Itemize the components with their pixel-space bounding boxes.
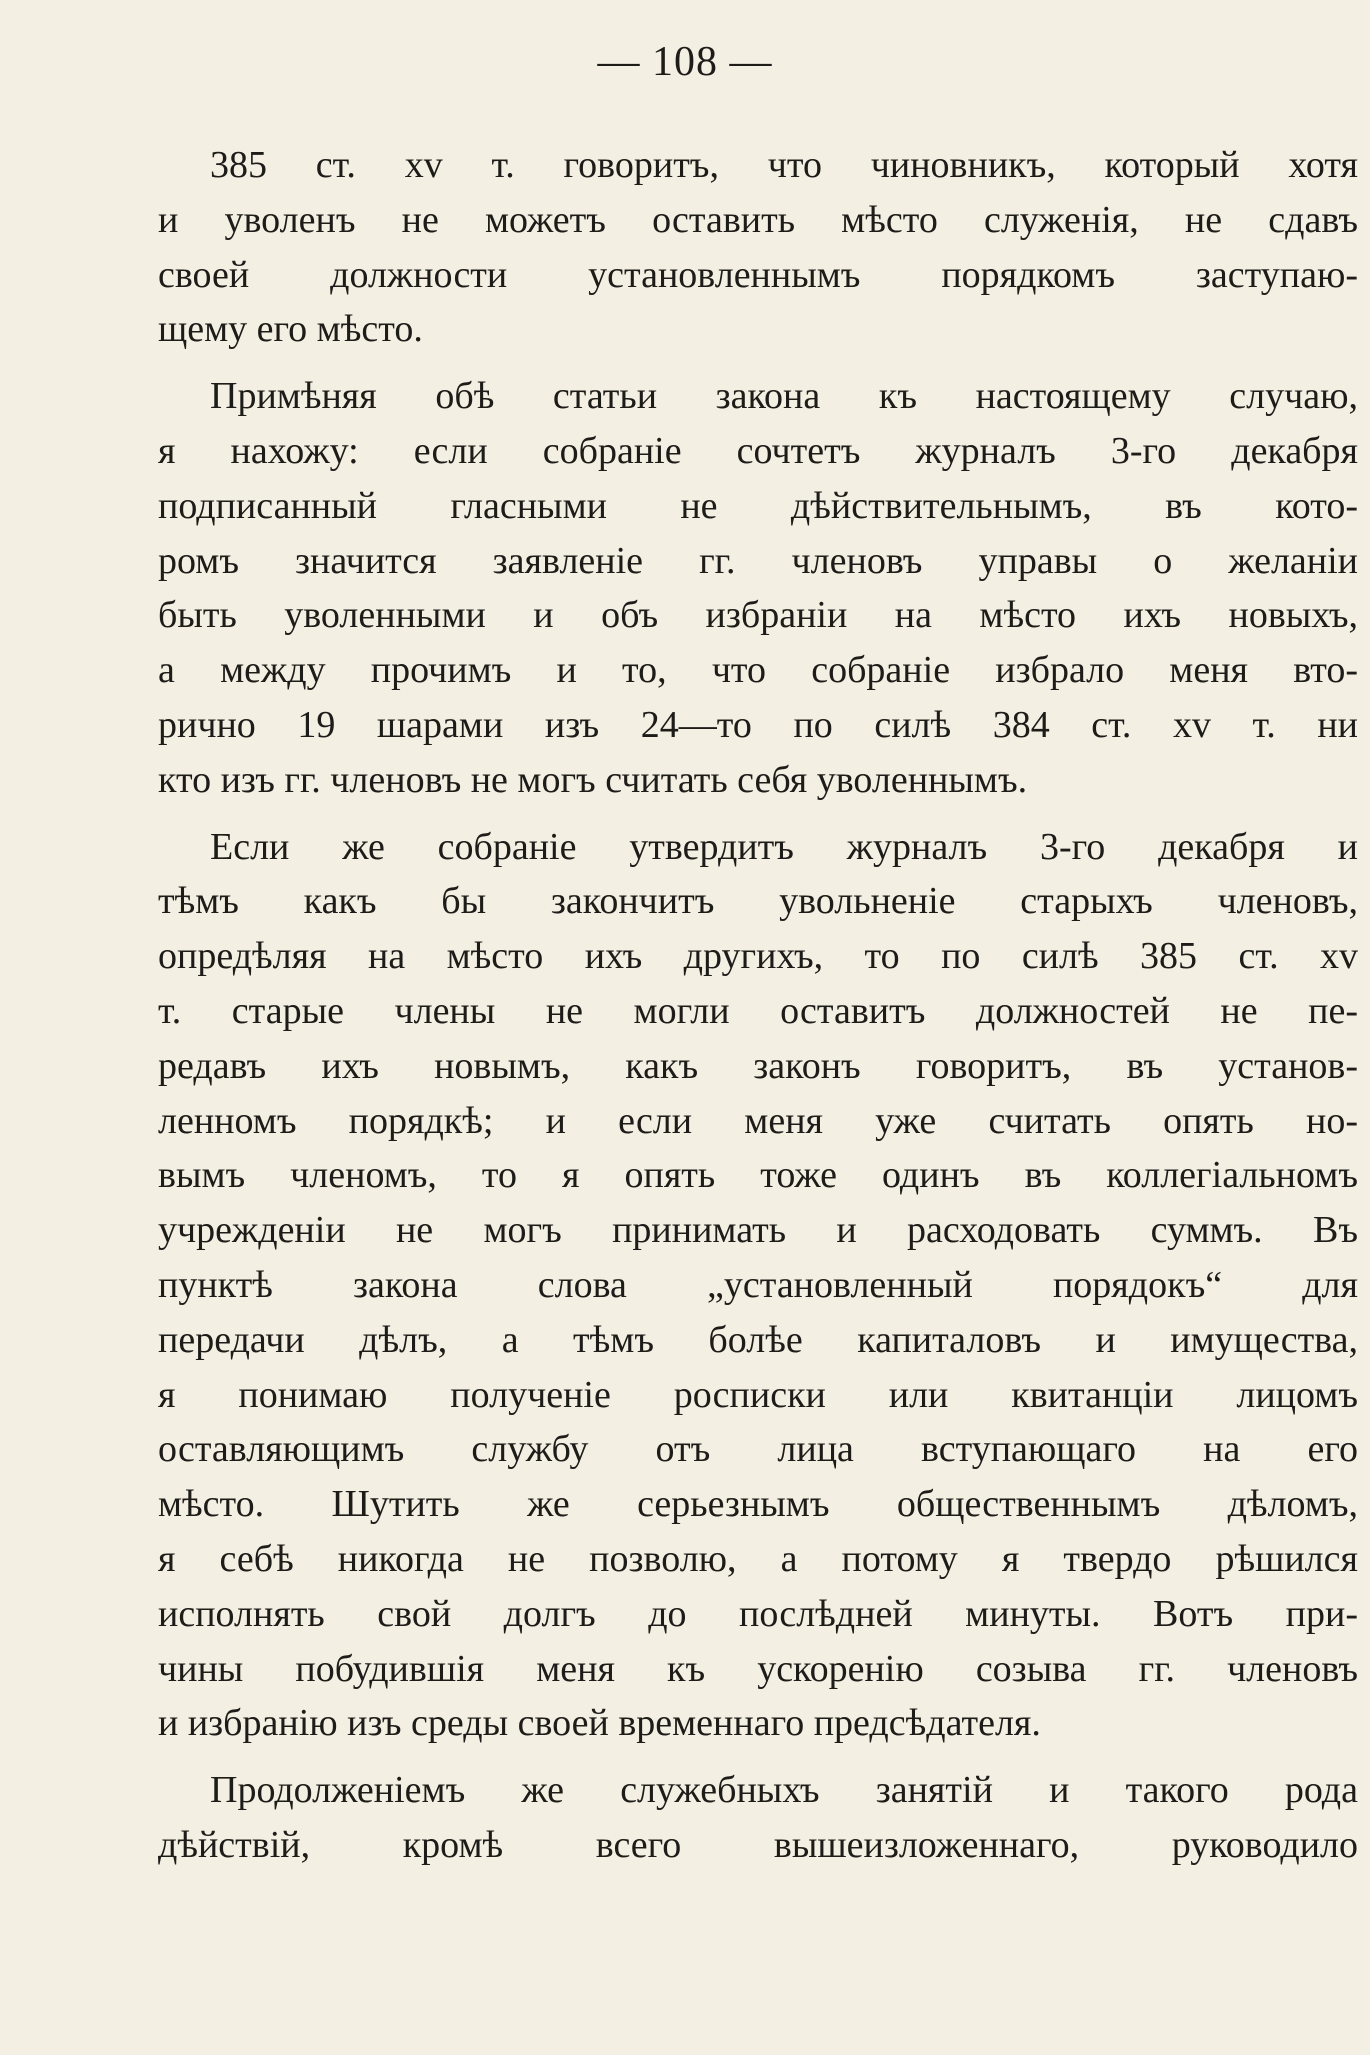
- page-number: — 108 —: [597, 39, 773, 85]
- text-line: исполнять свой долгъ до послѣдней минуты. Вотъ при-: [158, 1592, 1358, 1635]
- text-line: своей должности установленнымъ порядкомъ заступаю-: [158, 253, 1358, 296]
- text-line: редавъ ихъ новымъ, какъ законъ говоритъ, въ установ-: [158, 1044, 1358, 1087]
- text-line: тѣмъ какъ бы закончитъ увольненіе старыхъ членовъ,: [158, 880, 1358, 923]
- text-line: Примѣняя обѣ статьи закона къ настоящему случаю,: [210, 375, 1358, 418]
- text-line: рично 19 шарами изъ 24—то по силѣ 384 ст. xv т. ни: [158, 703, 1358, 746]
- text-line: учрежденіи не могъ принимать и расходовать суммъ. Въ: [158, 1209, 1358, 1252]
- text-line: и избранію изъ среды своей временнаго предсѣдателя.: [158, 1702, 1041, 1745]
- text-line: оставляющимъ службу отъ лица вступающаго на его: [158, 1428, 1358, 1471]
- text-line: чины побудившія меня къ ускоренію созыва гг. членовъ: [158, 1647, 1358, 1690]
- body-text: [158, 138, 1358, 1873]
- text-line: я понимаю полученіе росписки или квитанціи лицомъ: [158, 1373, 1358, 1416]
- text-line: пунктѣ закона слова „установленный порядокъ“ для: [158, 1263, 1358, 1306]
- text-line: ромъ значится заявленіе гг. членовъ управы о желаніи: [158, 539, 1358, 582]
- text-line: и уволенъ не можетъ оставить мѣсто служенія, не сдавъ: [158, 198, 1358, 241]
- text-line: Если же собраніе утвердитъ журналъ 3-го декабря и: [210, 825, 1358, 868]
- text-line: опредѣляя на мѣсто ихъ другихъ, то по силѣ 385 ст. xv: [158, 935, 1358, 978]
- text-line: я нахожу: если собраніе сочтетъ журналъ 3-го декабря: [158, 429, 1358, 472]
- text-line: щему его мѣсто.: [158, 308, 423, 351]
- text-line: а между прочимъ и то, что собраніе избрало меня вто-: [158, 649, 1358, 692]
- text-line: подписанный гласными не дѣйствительнымъ, въ кото-: [158, 484, 1358, 527]
- text-line: дѣйствій, кромѣ всего вышеизложеннаго, руководило: [158, 1823, 1358, 1866]
- text-line: т. старые члены не могли оставитъ должностей не пе-: [158, 989, 1358, 1032]
- text-line: мѣсто. Шутить же серьезнымъ общественнымъ дѣломъ,: [158, 1483, 1358, 1526]
- text-line: быть уволенными и объ избраніи на мѣсто ихъ новыхъ,: [158, 594, 1358, 637]
- text-line: 385 ст. xv т. говоритъ, что чиновникъ, который хотя: [210, 144, 1358, 186]
- text-line: Продолженіемъ же служебныхъ занятій и такого рода: [210, 1769, 1358, 1812]
- text-line: я себѣ никогда не позволю, а потому я твердо рѣшился: [158, 1537, 1358, 1580]
- text-line: кто изъ гг. членовъ не могъ считать себя уволеннымъ.: [158, 758, 1028, 801]
- text-line: вымъ членомъ, то я опять тоже одинъ въ коллегіальномъ: [158, 1154, 1358, 1197]
- text-line: передачи дѣлъ, а тѣмъ болѣе капиталовъ и имущества,: [158, 1318, 1358, 1361]
- text-line: ленномъ порядкѣ; и если меня уже считать опять но-: [158, 1099, 1358, 1142]
